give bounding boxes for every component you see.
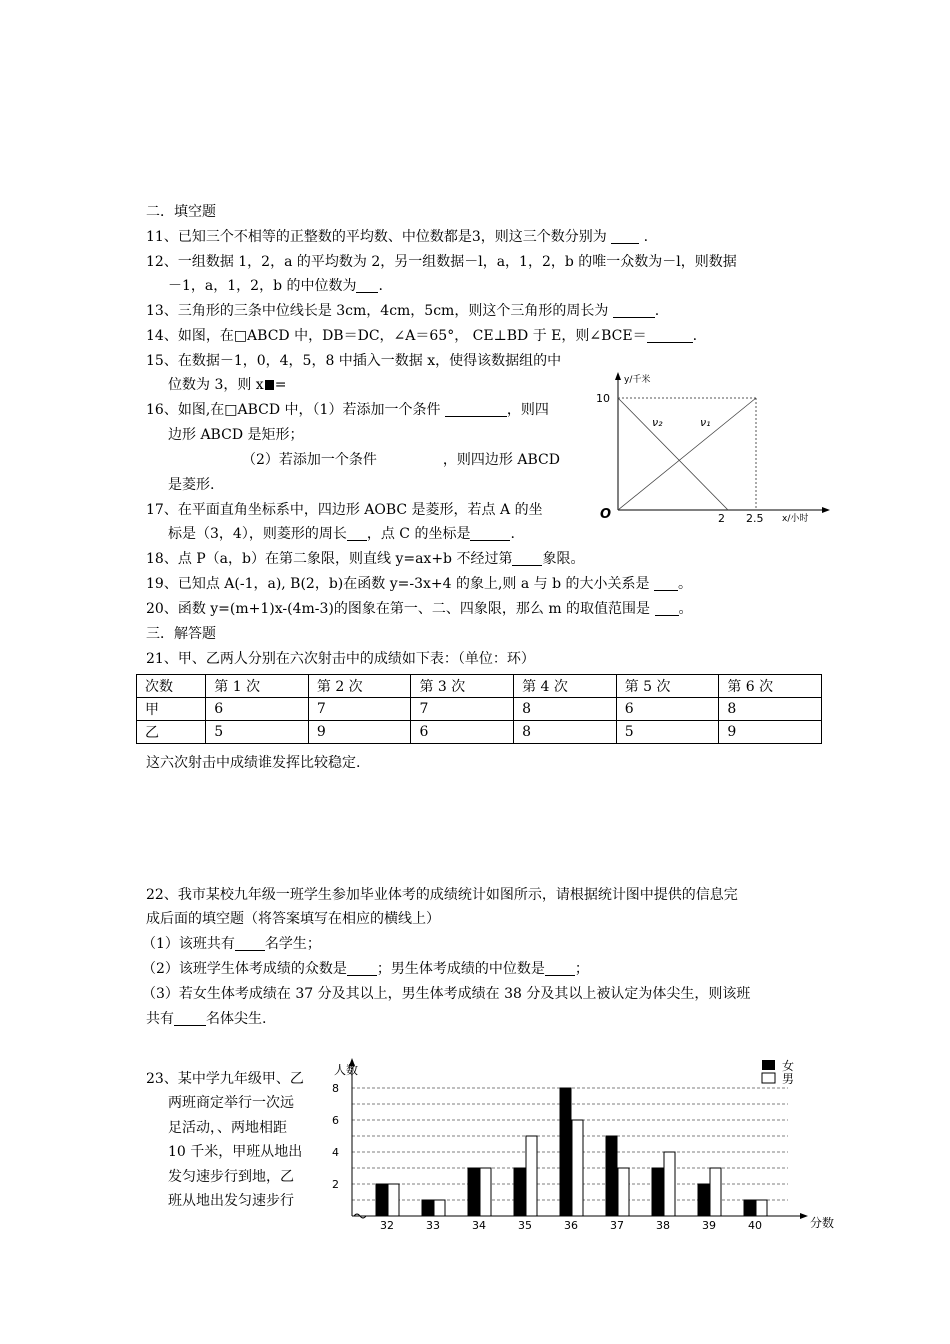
legend-label-male: 男	[782, 1072, 795, 1086]
section-fill-blank-heading: 二．填空题	[146, 204, 216, 220]
chart-x-ticks	[380, 1219, 762, 1232]
x-tick-label: 2	[718, 512, 725, 525]
question-16-cont2: 是菱形.	[168, 477, 215, 493]
question-23-line: 10 千米，甲班从地出	[168, 1144, 303, 1160]
question-12-cont: －1，a，1，2，b 的中位数为 .	[168, 278, 383, 294]
bar-female	[376, 1184, 387, 1216]
question-14: 14、如图，在□ABCD 中，DB＝DC，∠A＝65°， CE⊥BD 于 E，则∠BCE＝ .	[146, 328, 698, 344]
x-tick-label: 39	[702, 1219, 716, 1232]
table-cell: 乙	[137, 721, 206, 744]
x-tick-label: 34	[472, 1219, 486, 1232]
table-cell: 8	[514, 721, 617, 744]
bar-male	[434, 1200, 445, 1216]
x-axis-arrow-icon	[822, 507, 830, 513]
question-15-cont: 位数为 3，则 x =	[168, 377, 287, 393]
table-row	[137, 698, 822, 721]
x-axis-label: x/小时	[782, 514, 809, 524]
line-v1	[618, 398, 756, 510]
question-11: 11、已知三个不相等的正整数的平均数、中位数都是3，则这三个数分别为 .	[146, 229, 649, 245]
question-19: 19、已知点 A(-1，a), B(2，b)在函数 y=-3x+4 的象上,则 a 与 b 的大小关系是 。	[146, 576, 692, 592]
y-axis-arrow-icon	[615, 372, 621, 380]
table-header-cell: 第 4 次	[514, 675, 617, 698]
x-tick-label: 32	[380, 1219, 394, 1232]
answer-blank-19[interactable]	[654, 576, 678, 591]
question-16-cont: 边形 ABCD 是矩形；	[168, 427, 304, 443]
table-header-cell: 第 2 次	[308, 675, 411, 698]
question-22-part1: （1）该班共有 名学生；	[142, 936, 321, 952]
bar-male	[388, 1184, 399, 1216]
answer-blank-22-1[interactable]	[235, 936, 265, 951]
question-23-line: 23、某中学九年级甲、乙	[146, 1071, 304, 1087]
placeholder-box-icon	[265, 380, 274, 390]
table-cell: 9	[719, 721, 822, 744]
x-tick-label: 40	[748, 1219, 762, 1232]
bar-male	[480, 1168, 491, 1216]
x-tick-label: 36	[564, 1219, 578, 1232]
bar-female	[744, 1200, 755, 1216]
bar-male	[526, 1136, 537, 1216]
question-22-part3: （3）若女生体考成绩在 37 分及其以上，男生体考成绩在 38 分及其以上被认定为体尖生，则该班	[142, 986, 751, 1002]
table-cell: 甲	[137, 698, 206, 721]
table-header-row	[137, 675, 822, 698]
bar-male	[664, 1152, 675, 1216]
legend-swatch-male	[762, 1073, 775, 1083]
answer-blank-16-1[interactable]	[445, 402, 507, 417]
bar-male	[710, 1168, 721, 1216]
bar-female	[606, 1136, 617, 1216]
y-tick-label: 10	[596, 392, 610, 405]
question-18: 18、点 P（a，b）在第二象限，则直线 y=ax+b 不经过第 象限。	[146, 551, 585, 567]
v1-label: ν₁	[700, 416, 711, 429]
bar-female	[422, 1200, 433, 1216]
question-23-line: 发匀速步行到地，乙	[168, 1169, 294, 1185]
y-axis-label: y/千米	[624, 375, 651, 385]
legend-swatch-female	[762, 1060, 775, 1070]
question-23-line: 两班商定举行一次远	[168, 1095, 294, 1111]
answer-blank-14[interactable]	[647, 328, 693, 343]
v2-label: ν₂	[652, 416, 663, 429]
table-cell: 6	[206, 698, 309, 721]
table-cell: 8	[719, 698, 822, 721]
answer-blank-18[interactable]	[512, 551, 542, 566]
table-header-cell: 第 6 次	[719, 675, 822, 698]
table-cell: 6	[616, 698, 719, 721]
chart-x-axis-arrow-icon	[800, 1213, 808, 1219]
table-cell: 7	[411, 698, 514, 721]
x-tick-label: 35	[518, 1219, 532, 1232]
question-22-part2: （2）该班学生体考成绩的众数是 ；男生体考成绩的中位数是 ；	[142, 961, 589, 977]
bar-female	[468, 1168, 479, 1216]
answer-blank-22-3[interactable]	[545, 961, 575, 976]
bar-male	[756, 1200, 767, 1216]
bar-male	[618, 1168, 629, 1216]
y-tick-label: 8	[332, 1082, 339, 1095]
bar-female	[698, 1184, 709, 1216]
x-tick-label: 38	[656, 1219, 670, 1232]
x-tick-label: 33	[426, 1219, 440, 1232]
question-22-part3-cont: 共有 名体尖生.	[146, 1011, 267, 1027]
chart-y-ticks	[332, 1082, 339, 1191]
bar-female	[652, 1168, 663, 1216]
question-17: 17、在平面直角坐标系中，四边形 AOBC 是菱形，若点 A 的坐	[146, 502, 543, 518]
x-tick-label: 37	[610, 1219, 624, 1232]
answer-blank-22-4[interactable]	[174, 1011, 206, 1026]
origin-label: O	[600, 507, 612, 522]
question-12: 12、一组数据 1，2，a 的平均数为 2，另一组数据－l，a，1，2，b 的唯一众数为－l，则数据	[146, 254, 737, 270]
table-header-cell: 第 1 次	[206, 675, 309, 698]
score-table	[136, 674, 822, 744]
answer-blank-11[interactable]	[611, 229, 639, 244]
question-22: 22、我市某校九年级一班学生参加毕业体考的成绩统计如图所示，请根据统计图中提供的信息完	[146, 887, 738, 903]
table-row	[137, 721, 822, 744]
table-cell: 5	[616, 721, 719, 744]
table-cell: 7	[308, 698, 411, 721]
question-21-tail: 这六次射击中成绩谁发挥比较稳定.	[146, 755, 361, 771]
answer-blank-13[interactable]	[613, 303, 655, 318]
chart-y-label: 人数	[334, 1063, 359, 1077]
bar-female	[514, 1168, 525, 1216]
section-answer-heading: 三．解答题	[146, 626, 216, 642]
question-16: 16、如图,在□ABCD 中，（1）若添加一个条件 ，则四	[146, 402, 549, 418]
table-header-cell: 次数	[137, 675, 206, 698]
bar-male	[572, 1120, 583, 1216]
distance-time-graph	[590, 368, 840, 528]
answer-blank-17-2[interactable]	[470, 526, 510, 541]
question-13: 13、三角形的三条中位线长是 3cm，4cm，5cm，则这个三角形的周长为 .	[146, 303, 660, 319]
question-23-line: 班从地出发匀速步行	[168, 1193, 294, 1209]
table-cell: 8	[514, 698, 617, 721]
table-header-cell: 第 5 次	[616, 675, 719, 698]
line-v2	[618, 398, 728, 510]
question-22-cont: 成后面的填空题（将答案填写在相应的横线上）	[146, 911, 440, 927]
y-tick-label: 6	[332, 1114, 339, 1127]
bar-female	[560, 1088, 571, 1216]
table-cell: 9	[308, 721, 411, 744]
table-header-cell: 第 3 次	[411, 675, 514, 698]
score-bar-chart	[318, 1056, 848, 1236]
table-cell: 5	[206, 721, 309, 744]
y-tick-label: 4	[332, 1146, 339, 1159]
answer-blank-12[interactable]	[356, 278, 378, 293]
question-16-part2: （2）若添加一个条件 ，则四边形 ABCD	[242, 452, 560, 468]
x-tick-label: 2.5	[746, 512, 764, 525]
answer-blank-22-2[interactable]	[347, 961, 377, 976]
question-23-line: 足活动，、两地相距	[168, 1120, 287, 1136]
y-tick-label: 2	[332, 1178, 339, 1191]
answer-blank-17-1[interactable]	[347, 526, 367, 541]
table-cell: 6	[411, 721, 514, 744]
question-21: 21、甲、乙两人分别在六次射击中的成绩如下表：（单位：环）	[146, 651, 535, 667]
question-17-cont: 标是（3，4），则菱形的周长 ，点 C 的坐标是 .	[168, 526, 515, 542]
legend-label-female: 女	[782, 1059, 795, 1073]
answer-blank-20[interactable]	[655, 601, 679, 616]
chart-x-label: 分数	[810, 1216, 835, 1230]
question-20: 20、函数 y=(m+1)x-(4m-3)的图象在第一、二、四象限，那么 m 的取值范围是 。	[146, 601, 693, 617]
question-15: 15、在数据－1，0，4，5，8 中插入一数据 x，使得该数据组的中	[146, 353, 562, 369]
